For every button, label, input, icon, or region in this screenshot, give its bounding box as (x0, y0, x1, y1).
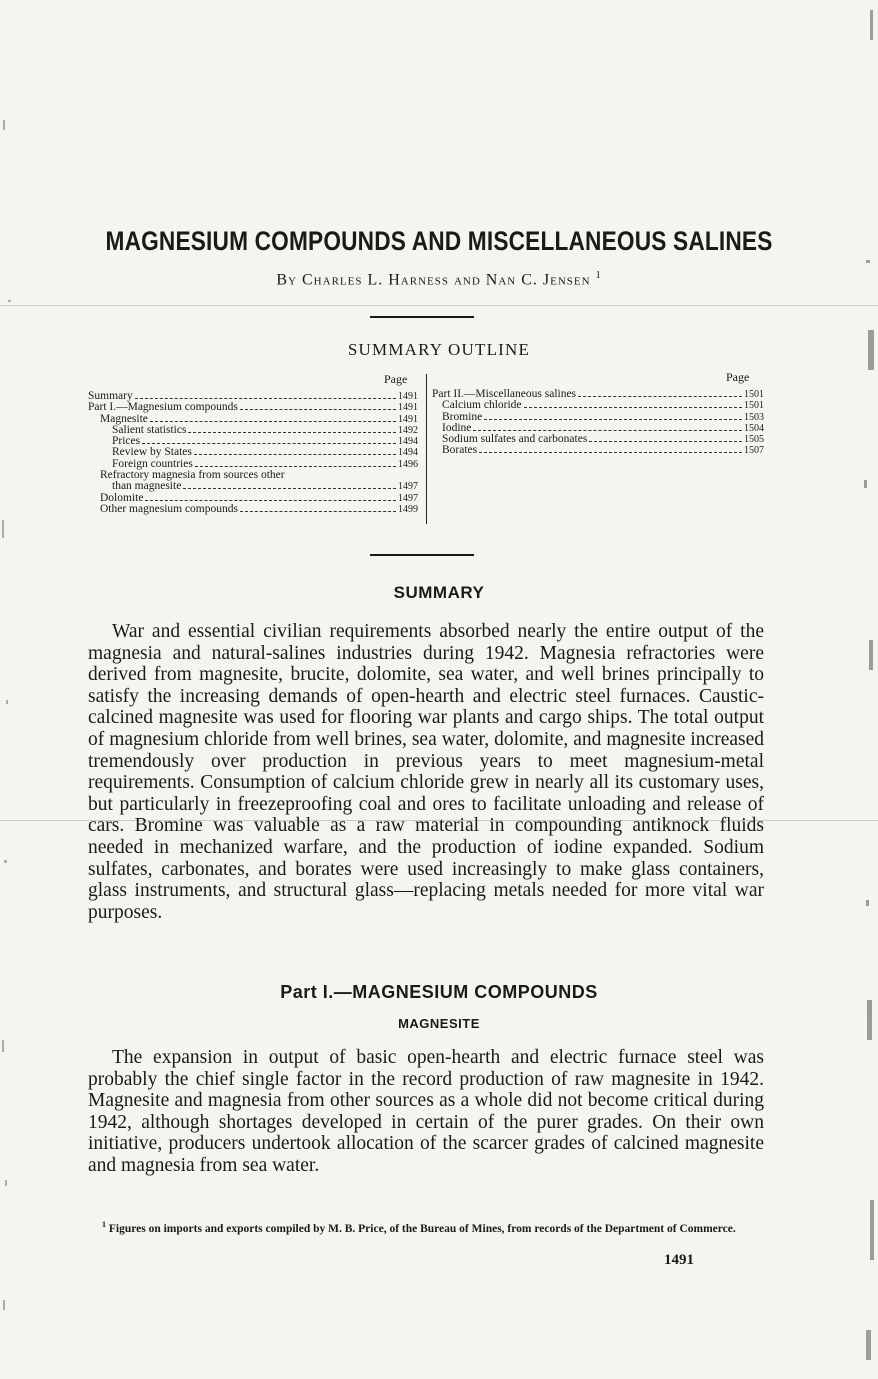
toc-entry[interactable]: Magnesite 1491 (100, 412, 418, 425)
scan-right-edge-noise (854, 0, 878, 1379)
toc-entry[interactable]: Part II.—Miscellaneous salines 1501 (432, 388, 764, 400)
page-title: MAGNESIUM COMPOUNDS AND MISCELLANEOUS SALINES (105, 226, 773, 256)
footnote (88, 1218, 764, 1236)
toc-right-column (432, 389, 764, 457)
toc-entry[interactable]: Refractory magnesia from sources other (100, 469, 285, 482)
footnote-text: Figures on imports and exports compiled by M. B. Price, of the Bureau of Mines, from records of the Department of Commerce. (108, 1222, 736, 1235)
part1-heading: Part I.—MAGNESIUM COMPOUNDS (280, 982, 598, 1002)
toc-page-heading-left: Page (384, 372, 408, 386)
toc-entry[interactable]: Review by States 1494 (112, 446, 418, 459)
toc-column-divider (426, 374, 427, 524)
page-number: 1491 (664, 1252, 694, 1268)
toc-entry[interactable]: Iodine 1504 (442, 421, 764, 434)
toc-entry[interactable]: Sodium sulfates and carbonates 1505 (442, 433, 764, 446)
byline (0, 270, 878, 289)
scan-left-edge-noise (0, 0, 24, 1379)
section-rule (370, 316, 474, 318)
toc-entry[interactable]: Salient statistics 1492 (112, 423, 418, 436)
toc-page-heading-right: Page (726, 370, 750, 384)
toc-left-column (88, 391, 418, 515)
toc-entry[interactable]: Dolomite 1497 (100, 491, 418, 504)
outline-title: SUMMARY OUTLINE (347, 340, 531, 359)
toc-entry[interactable]: Prices 1494 (112, 435, 418, 448)
toc-entry[interactable]: Other magnesium compounds 1499 (100, 502, 418, 515)
toc-entry[interactable]: Foreign countries 1496 (112, 457, 418, 470)
toc-entry[interactable]: Borates 1507 (442, 444, 764, 457)
summary-heading: SUMMARY (393, 583, 485, 602)
toc-entry[interactable]: Part I.—Magnesium compounds 1491 (88, 401, 418, 414)
toc-entry[interactable]: Summary 1491 (88, 390, 418, 402)
footnote-mark: 1 (595, 270, 602, 281)
magnesite-subheading: MAGNESITE (398, 1016, 480, 1031)
magnesite-paragraph: The expansion in output of basic open-hearth and electric furnace steel was probably the chief single factor in the record production of raw magnesite in 1942. Magnesite and magnesia from other sources as a whole did not become critical during 1942, although shortages developed in certain of the purer grades. On their own initiative, producers undertook allocation of the scarcer grades of calcined magnesite and magnesia from sea water. (88, 1047, 764, 1176)
byline-authors: By Charles L. Harness and Nan C. Jensen (276, 271, 591, 289)
footnote-number: 1 (102, 1220, 106, 1229)
summary-paragraph: War and essential civilian requirements absorbed nearly the entire output of the magnesia and natural-salines industries during 1942. Magnesia refractories were derived from magnesite, brucite, dolomite, sea water, and well brines principally to satisfy the increasing demands of open-hearth and electric steel furnaces. Caustic-calcined magnesite was used for flooring war plants and cargo ships. The total output of magnesium chloride from well brines, sea water, dolomite, and magnesite increased tremendously over production in previous years to meet magnesium-metal requirements. Consumption of calcium chloride grew in nearly all its customary uses, but particularly in freezeproofing coal and ores to facilitate unloading and release of cars. Bromine was valuable as a raw material in compounding antiknock fluids needed in mechanized warfare, and the production of iodine expanded. Sodium sulfates, carbonates, and borates were used increasingly to make glass containers, glass instruments, and structural glass—replacing metals needed for more vital war purposes. (88, 621, 764, 923)
scan-crease-line (0, 305, 878, 306)
toc-entry[interactable]: than magnesite 1497 (112, 480, 418, 493)
section-rule (370, 554, 474, 556)
toc-entry[interactable]: Bromine 1503 (442, 410, 764, 423)
toc-entry[interactable]: Calcium chloride 1501 (442, 399, 764, 412)
